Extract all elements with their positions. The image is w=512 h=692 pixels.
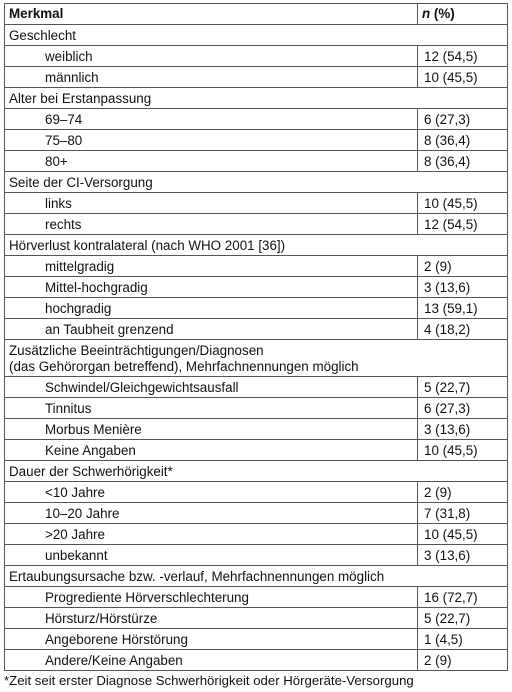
table-row <box>5 67 508 88</box>
row-value: 8 (36,4) <box>418 151 508 172</box>
table-row <box>5 109 508 130</box>
row-label: links <box>5 193 418 214</box>
row-label: <10 Jahre <box>5 482 418 503</box>
table-row <box>5 298 508 319</box>
row-label: Hörsturz/Hörstürze <box>5 608 418 629</box>
row-label: weiblich <box>5 46 418 67</box>
row-label: mittelgradig <box>5 256 418 277</box>
table-header-row <box>5 4 508 25</box>
table-row <box>5 503 508 524</box>
row-value: 2 (9) <box>418 256 508 277</box>
row-value: 3 (13,6) <box>418 545 508 566</box>
row-value: 13 (59,1) <box>418 298 508 319</box>
row-label: Mittel-hochgradig <box>5 277 418 298</box>
row-label: >20 Jahre <box>5 524 418 545</box>
category-label: Ertaubungsursache bzw. -verlauf, Mehrfachnennungen möglich <box>5 566 508 587</box>
table-row <box>5 650 508 671</box>
category-label: Dauer der Schwerhörigkeit* <box>5 461 508 482</box>
row-value: 8 (36,4) <box>418 130 508 151</box>
row-value: 10 (45,5) <box>418 524 508 545</box>
table-row <box>5 319 508 340</box>
row-value: 7 (31,8) <box>418 503 508 524</box>
row-value: 12 (54,5) <box>418 214 508 235</box>
table-row <box>5 256 508 277</box>
category-label <box>5 340 508 377</box>
table-row <box>5 151 508 172</box>
category-row <box>5 235 508 256</box>
header-percent: (%) <box>430 6 455 21</box>
category-row <box>5 340 508 377</box>
row-label: an Taubheit grenzend <box>5 319 418 340</box>
table-row <box>5 524 508 545</box>
table-row <box>5 130 508 151</box>
row-label: unbekannt <box>5 545 418 566</box>
row-value: 1 (4,5) <box>418 629 508 650</box>
row-label: Schwindel/Gleichgewichtsausfall <box>5 377 418 398</box>
category-label-line2: (das Gehörorgan betreffend), Mehrfachnennungen möglich <box>9 359 359 374</box>
row-value: 6 (27,3) <box>418 109 508 130</box>
row-label: Keine Angaben <box>5 440 418 461</box>
row-value: 10 (45,5) <box>418 440 508 461</box>
table-row <box>5 482 508 503</box>
table-row <box>5 193 508 214</box>
row-label: Angeborene Hörstörung <box>5 629 418 650</box>
table-row <box>5 419 508 440</box>
row-value: 2 (9) <box>418 650 508 671</box>
row-label: 75–80 <box>5 130 418 151</box>
table-row <box>5 398 508 419</box>
category-row <box>5 172 508 193</box>
header-merkmal: Merkmal <box>5 4 418 25</box>
row-label: Andere/Keine Angaben <box>5 650 418 671</box>
row-value: 5 (22,7) <box>418 608 508 629</box>
table-row <box>5 545 508 566</box>
row-value: 6 (27,3) <box>418 398 508 419</box>
row-label: rechts <box>5 214 418 235</box>
table-row <box>5 377 508 398</box>
row-value: 3 (13,6) <box>418 419 508 440</box>
table-row <box>5 277 508 298</box>
table-row <box>5 214 508 235</box>
row-label: Morbus Menière <box>5 419 418 440</box>
row-label: 10–20 Jahre <box>5 503 418 524</box>
category-row <box>5 88 508 109</box>
row-label: männlich <box>5 67 418 88</box>
row-value: 12 (54,5) <box>418 46 508 67</box>
row-value: 4 (18,2) <box>418 319 508 340</box>
category-row <box>5 566 508 587</box>
category-label: Seite der CI-Versorgung <box>5 172 508 193</box>
table-row <box>5 587 508 608</box>
table-row <box>5 46 508 67</box>
header-n-percent <box>418 4 508 25</box>
characteristics-table <box>4 3 508 671</box>
row-label: hochgradig <box>5 298 418 319</box>
row-value: 16 (72,7) <box>418 587 508 608</box>
category-label: Alter bei Erstanpassung <box>5 88 508 109</box>
row-label: Progrediente Hörverschlechterung <box>5 587 418 608</box>
category-label: Geschlecht <box>5 25 508 46</box>
row-label: Tinnitus <box>5 398 418 419</box>
category-label-line1: Zusätzliche Beeinträchtigungen/Diagnosen <box>9 343 264 358</box>
row-label: 69–74 <box>5 109 418 130</box>
table-footnote: *Zeit seit erster Diagnose Schwerhörigkeit oder Hörgeräte-Versorgung <box>4 673 414 688</box>
category-row <box>5 25 508 46</box>
row-value: 3 (13,6) <box>418 277 508 298</box>
header-n: n <box>422 6 431 21</box>
row-value: 10 (45,5) <box>418 67 508 88</box>
category-row <box>5 461 508 482</box>
category-label: Hörverlust kontralateral (nach WHO 2001 [36]) <box>5 235 508 256</box>
row-value: 10 (45,5) <box>418 193 508 214</box>
table-row <box>5 608 508 629</box>
row-label: 80+ <box>5 151 418 172</box>
table-row <box>5 629 508 650</box>
row-value: 5 (22,7) <box>418 377 508 398</box>
row-value: 2 (9) <box>418 482 508 503</box>
table-row <box>5 440 508 461</box>
